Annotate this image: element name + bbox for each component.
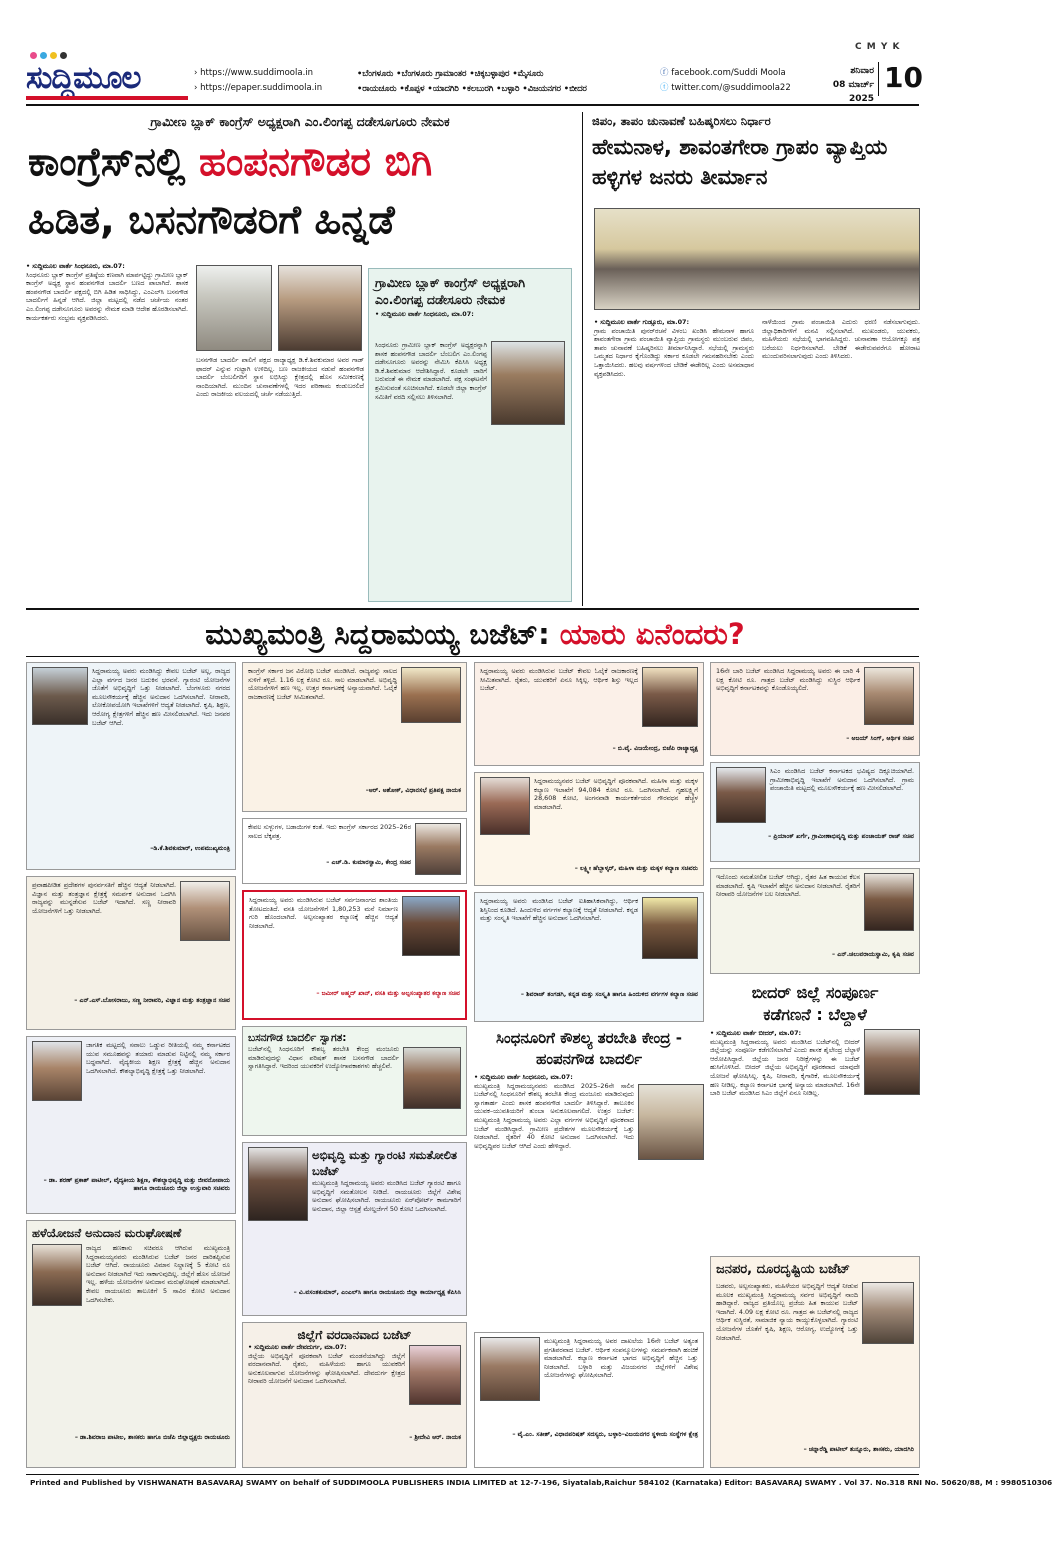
- hdk-quote: ಕೇವಲ ಸುಳ್ಳುಗಳ, ಬಡಾಯಿಗಳ ಕಂತೆ. ಇದು ಕಾಂಗ್ರೆಸ್ ಸರ್ಕಾರದ 2025–26ರ ಸಾಲದ ಲೆಕ್ಕಪತ್ರ.: [248, 823, 411, 840]
- reaction-dks: [26, 662, 236, 870]
- election-kicker: ಜಿಪಂ, ತಾಪಂ ಚುನಾವಣೆ ಬಹಿಷ್ಕರಿಸಲು ನಿರ್ಧಾರ: [592, 114, 771, 128]
- vijayendra-signature: – ಬಿ.ವೈ. ವಿಜಯೇಂದ್ರ, ಬಿಜೆಪಿ ರಾಜ್ಯಾಧ್ಯಕ್ಷ: [612, 745, 698, 752]
- reaction-guarantee: [242, 1142, 467, 1316]
- lingappa-photo: [196, 265, 272, 351]
- reaction-ajay: [710, 662, 920, 756]
- hampanagouda-photo: [638, 1084, 704, 1160]
- badarli-welcome: [242, 1026, 467, 1136]
- reaction-kharge: [710, 762, 920, 862]
- ajay-quote: 16ನೇ ಬಾರಿ ಬಜೆಟ್ ಮಂಡಿಸಿದ ಸಿದ್ದರಾಮಯ್ಯ ಅವರು ಈ ಬಾರಿ 4 ಲಕ್ಷ ಕೋಟಿ ರೂ. ಗಾತ್ರದ ಬಜೆಟ್ ಮಂಡಿಸಿದ್ದು ಸುಸ್ಥಿರ ಆರ್ಥಿಕ ಅಭಿವೃದ್ಧಿಗೆ ಕರ್ನಾಟಕವನ್ನು ಕೊಂಡೊಯ್ಯಲಿದೆ.: [716, 667, 860, 693]
- page-number: 10: [884, 61, 923, 94]
- edition-places: •ಬೆಂಗಳೂರು •ಬೆಂಗಳೂರು ಗ್ರಾಮಾಂತರ •ಚಿಕ್ಕಬಳ್ಳಾಪುರ •ಮೈಸೂರು •ರಾಯಚೂರು •ಕೊಪ್ಪಳ •ಯಾದಗಿರಿ •ಕಲಬುರಗಿ •ಬಳ್ಳಾರಿ •ವಿಜಯನಗರ •ಬೀದರ: [357, 68, 587, 93]
- guarantee-signature: – ವಿ.ವಸಂತಕುಮಾರ್, ಎಂಎಲ್‌ಸಿ ಹಾಗೂ ರಾಯಚೂರು ಜಿಲ್ಲಾ ಕಾರ್ಯಾಧ್ಯಕ್ಷ ಕೆಪಿಸಿಸಿ: [293, 1289, 461, 1296]
- dks-quote: ಸಿದ್ದರಾಮಯ್ಯ ಅವರು ಮಂಡಿಸಿದ್ದು ಕೇವಲ ಬಜೆಟ್ ಅಲ್ಲ, ರಾಜ್ಯದ ಎಲ್ಲಾ ವರ್ಗದ ಜನರ ಬದುಕಿನ ಭರವಸೆ. ಗ್ಯಾರಂಟಿ ಯೋಜನೆಗಳ ಜೊತೆಗೆ ಅಭಿವೃದ್ಧಿಗೆ ಒತ್ತು ನೀಡಲಾಗಿದೆ. ಬೆಂಗಳೂರು ನಗರದ ಮೂಲಸೌಕರ್ಯಕ್ಕೆ ಹೆಚ್ಚಿನ ಅನುದಾನ ಒದಗಿಸಲಾಗಿದೆ. ನೀರಾವರಿ, ಲೋಕೋಪಯೋಗಿ ಇಲಾಖೆಗಳಿಗೆ ಆದ್ಯತೆ ನೀಡಲಾಗಿದೆ. ಕೃಷಿ, ಶಿಕ್ಷಣ, ಆರೋಗ್ಯ ಕ್ಷೇತ್ರಗಳಿಗೆ ಹೆಚ್ಚಿನ ಹಣ ಮೀಸಲಿಡಲಾಗಿದೆ. ಇದು ಜನಪರ ಬಜೆಟ್ ಆಗಿದೆ.: [92, 667, 230, 727]
- website-link[interactable]: › https://www.suddimoola.in: [194, 68, 314, 78]
- lead-column-2: [196, 356, 364, 602]
- badarli-welcome-title: ಬಸನಗೌಡ ಬಾದರ್ಲಿ ಸ್ವಾಗತ:: [248, 1032, 347, 1044]
- cmyk-mark: C M Y K: [855, 42, 901, 52]
- janapara-title: ಜನಪರ, ದೂರದೃಷ್ಟಿಯ ಬಜೆಟ್: [716, 1262, 850, 1277]
- epaper-link[interactable]: › https://epaper.suddimoola.in: [194, 83, 323, 93]
- vijayendra-quote: ಸಿದ್ದರಾಮಯ್ಯ ಅವರು ಮಂಡಿಸಿರುವ ಬಜೆಟ್ ಕೇವಲ ಓಲೈಕೆ ರಾಜಕಾರಣಕ್ಕೆ ಸೀಮಿತವಾಗಿದೆ. ರೈತರು, ಯುವಕರಿಗೆ ಏನೂ ಸಿಕ್ಕಿಲ್ಲ. ಆರ್ಥಿಕ ಶಿಸ್ತು ಇಲ್ಲದ ಬಜೆಟ್.: [480, 667, 638, 693]
- channareddy-photo: [862, 1282, 914, 1344]
- twitter-icon: ⓣ: [660, 83, 669, 93]
- reaction-sharan: [26, 1036, 236, 1214]
- satish-quote: ಮುಖ್ಯಮಂತ್ರಿ ಸಿದ್ದರಾಮಯ್ಯ ಅವರ ದಾಖಲೆಯ 16ನೇ ಬಜೆಟ್ ಅತ್ಯಂತ ಪ್ರಗತಿಪರವಾದ ಬಜೆಟ್. ಆರ್ಥಿಕ ಸಂಪನ್ಮೂಲಗಳನ್ನು ಸಮರ್ಪಕವಾಗಿ ಹಂಚಿಕೆ ಮಾಡಲಾಗಿದೆ. ಕಲ್ಯಾಣ ಕರ್ನಾಟಕ ಭಾಗದ ಅಭಿವೃದ್ಧಿಗೆ ಹೆಚ್ಚಿನ ಒತ್ತು ನೀಡಲಾಗಿದೆ. ಬಳ್ಳಾರಿ ಮತ್ತು ವಿಜಯನಗರ ಜಿಲ್ಲೆಗಳಿಗೆ ವಿಶೇಷ ಯೋಜನೆಗಳನ್ನು ಘೋಷಿಸಲಾಗಿದೆ.: [544, 1337, 698, 1380]
- ajay-photo: [864, 667, 914, 725]
- lead-column-1: [26, 262, 188, 602]
- hdk-photo: [415, 823, 461, 875]
- reaction-chaluvaraya: [710, 868, 920, 974]
- bosaraju-signature: – ಎನ್.ಎಸ್.ಬೋಸರಾಜು, ಸಣ್ಣ ನೀರಾವರಿ, ವಿಜ್ಞಾನ ಮತ್ತು ತಂತ್ರಜ್ಞಾನ ಸಚಿವ: [74, 997, 230, 1004]
- election-body-1: ಗ್ರಾಮ ಪಂಚಾಯಿತಿ ಪುನರ್‌ರಚನೆ ವಿಳಂಬ ಖಂಡಿಸಿ ಹೇಮನಾಳ ಹಾಗೂ ಶಾವಂತಗೇರಾ ಗ್ರಾಮ ಪಂಚಾಯಿತಿ ವ್ಯಾಪ್ತಿಯ ಗ್ರಾಮಸ್ಥರು ಮುಂಬರುವ ಜಿಪಂ, ತಾಪಂ ಚುನಾವಣೆ ಬಹಿಷ್ಕರಿಸಲು ತೀರ್ಮಾನಿಸಿದ್ದಾರೆ. ಸಭೆಯಲ್ಲಿ ಗ್ರಾಮಸ್ಥರು ಒಮ್ಮತದ ನಿರ್ಧಾರ ಕೈಗೊಂಡಿದ್ದು ಸರ್ಕಾರ ಕೂಡಲೇ ಗಮನಹರಿಸಬೇಕು ಎಂದು ಒತ್ತಾಯಿಸಿದರು. ಹಲವು ವರ್ಷಗಳಿಂದ ಬೇಡಿಕೆ ಈಡೇರಿಲ್ಲ ಎಂದು ಅಸಮಾಧಾನ ವ್ಯಕ್ತಪಡಿಸಿದರು.: [594, 326, 754, 378]
- reaction-vijayendra: [474, 662, 704, 766]
- newspaper-logo: ಸುದ್ದಿಮೂಲ: [26, 60, 141, 96]
- chaluvaraya-quote: ಇದೊಂದು ಸಮತೋಲಿತ ಬಜೆಟ್ ಆಗಿದ್ದು, ರೈತರ ಹಿತ ಕಾಯುವ ಕೆಲಸ ಮಾಡಲಾಗಿದೆ. ಕೃಷಿ ಇಲಾಖೆಗೆ ಹೆಚ್ಚಿನ ಅನುದಾನ ನೀಡಲಾಗಿದೆ. ರೈತರಿಗೆ ನೀರಾವರಿ ಯೋಜನೆಗಳ ಬಲ ನೀಡಲಾಗಿದೆ.: [716, 873, 860, 899]
- skill-body: ಮುಖ್ಯಮಂತ್ರಿ ಸಿದ್ದರಾಮಯ್ಯನವರು ಮಂಡಿಸಿದ 2025–26ನೇ ಸಾಲಿನ ಬಜೆಟ್‌ನಲ್ಲಿ ಸಿಂಧನೂರಿಗೆ ಕೌಶಲ್ಯ ತರಬೇತಿ ಕೇಂದ್ರ ಮಂಜೂರು ಮಾಡಿರುವುದು ಸ್ವಾಗತಾರ್ಹ ಎಂದು ಶಾಸಕ ಹಂಪನಗೌಡ ಬಾದರ್ಲಿ ತಿಳಿಸಿದ್ದಾರೆ. ತಾಲೂಕಿನ ಯುವಕ–ಯುವತಿಯರಿಗೆ ತುಂಬಾ ಅನುಕೂಲವಾಗಲಿದೆ. ಉತ್ತರ ಬಜೆಟ್: ಮುಖ್ಯಮಂತ್ರಿ ಸಿದ್ದರಾಮಯ್ಯ ಅವರು ಎಲ್ಲಾ ವರ್ಗಗಳ ಅಭಿವೃದ್ಧಿಗೆ ಪೂರಕವಾದ ಬಜೆಟ್ ಮಂಡಿಸಿದ್ದಾರೆ. ಗ್ರಾಮೀಣ ಪ್ರದೇಶಗಳ ಮೂಲಸೌಕರ್ಯಕ್ಕೆ ಒತ್ತು ನೀಡಲಾಗಿದೆ. ರೈತರಿಗೆ 40 ಕೋಟಿ ಅನುದಾನ ಒದಗಿಸಲಾಗಿದೆ. ಇದು ಅಭಿವೃದ್ಧಿಪರ ಬಜೆಟ್ ಆಗಿದೆ ಎಂದು ಹೇಳಿದ್ದಾರೆ.: [474, 1081, 634, 1150]
- tangadagi-photo: [642, 897, 698, 959]
- masthead-rule: [26, 104, 919, 106]
- tangadagi-signature: – ಶಿವರಾಜ್ ತಂಗಡಗಿ, ಕನ್ನಡ ಮತ್ತು ಸಂಸ್ಕೃತಿ ಹಾಗೂ ಹಿಂದುಳಿದ ವರ್ಗಗಳ ಕಲ್ಯಾಣ ಸಚಿವ: [520, 991, 698, 998]
- lead-kicker: ಗ್ರಾಮೀಣ ಬ್ಲಾಕ್ ಕಾಂಗ್ರೆಸ್ ಅಧ್ಯಕ್ಷರಾಗಿ ಎಂ.ಲಿಂಗಪ್ಪ ದಡೇಸೂಗೂರು ನೇಮಕ: [150, 114, 450, 129]
- kharge-quote: ಸಿಎಂ ಮಂಡಿಸಿದ ಬಜೆಟ್ ಕರ್ನಾಟಕದ ಭವಿಷ್ಯದ ದಿಕ್ಸೂಚಿಯಾಗಿದೆ. ಗ್ರಾಮೀಣಾಭಿವೃದ್ಧಿ ಇಲಾಖೆಗೆ ಅನುದಾನ ಒದಗಿಸಲಾಗಿದೆ. ಗ್ರಾಮ ಪಂಚಾಯಿತಿ ಮಟ್ಟದಲ್ಲಿ ಮೂಲಸೌಕರ್ಯಕ್ಕೆ ಹಣ ಮೀಸಲಿಡಲಾಗಿದೆ.: [770, 767, 914, 793]
- reaction-tangadagi: [474, 892, 704, 1022]
- reaction-janapara: [710, 1256, 920, 1468]
- skill-dateline: • ಸುದ್ದಿಮೂಲ ವಾರ್ತೆ ಸಿಂಧನೂರು, ಮಾ.07:: [474, 1073, 573, 1081]
- reaction-ashok: [242, 662, 467, 812]
- lead-dateline: • ಸುದ್ದಿಮೂಲ ವಾರ್ತೆ ಸಿಂಧನೂರು, ಮಾ.07:: [26, 262, 125, 270]
- election-headline: ಹೇಮನಾಳ, ಶಾವಂತಗೇರಾ ಗ್ರಾಪಂ ವ್ಯಾಪ್ತಿಯ ಹಳ್ಳಿಗಳ ಜನರು ತೀರ್ಮಾನ: [592, 135, 888, 189]
- imprint-line: Printed and Published by VISHWANATH BASAVARAJ SWAMY on behalf of SUDDIMOOLA PUBLISHERS INDIA LIMITED at 12-7-196, Siyatalab,Raichur 584102 (Karnataka) Editor: BASAVARAJ SWAMY . Vol 37. No.318 RNI No. 50620/88, M : 9980510306: [30, 1478, 1052, 1487]
- bidar-title-2: ಕಡೆಗಣನೆ : ಬೆಲ್ದಾಳೆ: [763, 1005, 867, 1024]
- haleyolana-signature: – ಡಾ.ಶಿವರಾಜ ಪಾಟೀಲ, ಶಾಸಕರು ಹಾಗೂ ಬಿಜೆಪಿ ಜಿಲ್ಲಾಧ್ಯಕ್ಷರು ರಾಯಚೂರು: [74, 1434, 230, 1441]
- ajay-signature: – ಅಜಯ್ ಸಿಂಗ್, ಆರ್ಥಿಕ ಸಚಿವ: [846, 735, 914, 742]
- social-links: [660, 66, 791, 96]
- reaction-hebbalkar: [474, 772, 704, 886]
- chaluvaraya-signature: – ಎನ್.ಚಲುವರಾಯಸ್ವಾಮಿ, ಕೃಷಿ ಸಚಿವ: [832, 951, 914, 958]
- facebook-link[interactable]: ⓕ facebook.com/Suddi Moola: [660, 68, 786, 78]
- shivaraj-patil-photo: [32, 1244, 82, 1306]
- bosaraju-quote: ಪ್ರವಾಹಪೀಡಿತ ಪ್ರದೇಶಗಳ ಪುನರ್ವಸತಿಗೆ ಹೆಚ್ಚಿನ ಆದ್ಯತೆ ನೀಡಲಾಗಿದೆ. ವಿಜ್ಞಾನ ಮತ್ತು ತಂತ್ರಜ್ಞಾನ ಕ್ಷೇತ್ರಕ್ಕೆ ಸಮರ್ಪಕ ಅನುದಾನ ಒದಗಿಸಿ ರಾಜ್ಯವನ್ನು ಮುನ್ನಡೆಸುವ ಬಜೆಟ್ ಇದಾಗಿದೆ. ಸಣ್ಣ ನೀರಾವರಿ ಯೋಜನೆಗಳಿಗೆ ಒತ್ತು ನೀಡಲಾಗಿದೆ.: [32, 881, 176, 915]
- kharge-signature: – ಪ್ರಿಯಾಂಕ್ ಖರ್ಗೆ, ಗ್ರಾಮೀಣಾಭಿವೃದ್ಧಿ ಮತ್ತು ಪಂಚಾಯತ್ ರಾಜ್ ಸಚಿವ: [768, 833, 914, 840]
- ashok-quote: ಕಾಂಗ್ರೆಸ್ ಸರ್ಕಾರ ಜನ ವಿರೋಧಿ ಬಜೆಟ್ ಮಂಡಿಸಿದೆ. ರಾಜ್ಯವನ್ನು ಸಾಲದ ಸುಳಿಗೆ ತಳ್ಳಿದೆ. 1.16 ಲಕ್ಷ ಕೋಟಿ ರೂ. ಸಾಲ ಮಾಡಲಾಗಿದೆ. ಅಭಿವೃದ್ಧಿ ಯೋಜನೆಗಳಿಗೆ ಹಣ ಇಲ್ಲ. ಉತ್ತರ ಕರ್ನಾಟಕಕ್ಕೆ ಅನ್ಯಾಯವಾಗಿದೆ. ಓಲೈಕೆ ರಾಜಕಾರಣಕ್ಕೆ ಬಜೆಟ್ ಸೀಮಿತವಾಗಿದೆ.: [248, 667, 397, 701]
- guarantee-quote: ಮುಖ್ಯಮಂತ್ರಿ ಸಿದ್ದರಾಮಯ್ಯ ಅವರು ಮಂಡಿಸಿದ ಬಜೆಟ್ ಗ್ಯಾರಂಟಿ ಹಾಗೂ ಅಭಿವೃದ್ಧಿಗೆ ಸಮತೋಲನ ನೀಡಿದೆ. ರಾಯಚೂರು ಜಿಲ್ಲೆಗೆ ವಿಶೇಷ ಅನುದಾನ ಘೋಷಿಸಲಾಗಿದೆ. ರಾಯಚೂರು ಏರ್‌ಪೋರ್ಟ್ ಕಾಮಗಾರಿಗೆ ಅನುದಾನ, ಜಿಲ್ಲಾ ಆಸ್ಪತ್ರೆ ಮೇಲ್ದರ್ಜೆಗೆ 50 ಕೋಟಿ ಒದಗಿಸಲಾಗಿದೆ.: [312, 1179, 461, 1213]
- zameer-quote: ಸಿದ್ದರಾಮಯ್ಯ ಅವರು ಮಂಡಿಸಿರುವ ಬಜೆಟ್ ಸರ್ವಜನಾಂಗದ ಶಾಂತಿಯ ತೋಟದಂತಿದೆ. ವಸತಿ ಯೋಜನೆಗಳಿಗೆ 1,80,253 ಮನೆ ನಿರ್ಮಾಣ ಗುರಿ ಹೊಂದಲಾಗಿದೆ. ಅಲ್ಪಸಂಖ್ಯಾತರ ಕಲ್ಯಾಣಕ್ಕೆ ಹೆಚ್ಚಿನ ಆದ್ಯತೆ ನೀಡಲಾಗಿದೆ.: [249, 896, 398, 930]
- reaction-bosaraju: [26, 876, 236, 1030]
- bidar-story: [710, 982, 920, 1248]
- satish-signature: – ವೈ.ಎಂ. ಸತೀಶ್, ವಿಧಾನಪರಿಷತ್ ಸದಸ್ಯರು, ಬಳ್ಳಾರಿ–ವಿಜಯನಗರ ಸ್ಥಳೀಯ ಸಂಸ್ಥೆಗಳ ಕ್ಷೇತ್ರ: [512, 1431, 698, 1438]
- skill-title: ಸಿಂಧನೂರಿಗೆ ಕೌಶಲ್ಯ ತರಬೇತಿ ಕೇಂದ್ರ - ಹಂಪನಗೌಡ ಬಾದರ್ಲಿ: [496, 1029, 682, 1068]
- bidar-dateline: • ಸುದ್ದಿಮೂಲ ವಾರ್ತೆ ಬೀದರ್, ಮಾ.07:: [710, 1029, 802, 1037]
- hebbalkar-photo: [480, 777, 530, 835]
- twitter-link[interactable]: ⓣ twitter.com/@suddimoola22: [660, 83, 791, 93]
- reaction-haleyolana: [26, 1220, 236, 1468]
- satish-photo: [480, 1337, 540, 1401]
- dks-photo: [32, 667, 88, 725]
- budget-banner: ಮುಖ್ಯಮಂತ್ರಿ ಸಿದ್ದರಾಮಯ್ಯ ಬಜೆಟ್: ಯಾರು ಏನೆಂದರು?: [205, 617, 745, 651]
- sridevi-photo: [409, 1345, 461, 1405]
- ashok-photo: [401, 667, 461, 723]
- appointment-body: ಸಿಂಧನೂರು ಗ್ರಾಮೀಣ ಬ್ಲಾಕ್ ಕಾಂಗ್ರೆಸ್ ಅಧ್ಯಕ್ಷರನ್ನಾಗಿ ಶಾಸಕ ಹಂಪನಗೌಡ ಬಾದರ್ಲಿ ಬೆಂಬಲಿಗ ಎಂ.ಲಿಂಗಪ್ಪ ದಡೇಸೂಗೂರು ಅವರನ್ನು ನೇಮಿಸಿ ಕೆಪಿಸಿಸಿ ಅಧ್ಯಕ್ಷ ಡಿ.ಕೆ.ಶಿವಕುಮಾರ ಆದೇಶಿಸಿದ್ದಾರೆ. ಕೂಡಲೇ ಜಾರಿಗೆ ಬರುವಂತೆ ಈ ನೇಮಕ ಮಾಡಲಾಗಿದೆ. ಪಕ್ಷ ಸಂಘಟನೆಗೆ ಶ್ರಮಿಸುವಂತೆ ಸೂಚಿಸಲಾಗಿದೆ. ಕೂಡಲೇ ಜಿಲ್ಲಾ ಕಾಂಗ್ರೆಸ್ ಸಮಿತಿಗೆ ವರದಿ ಸಲ್ಲಿಸಲು ತಿಳಿಸಲಾಗಿದೆ.: [375, 341, 487, 401]
- basanagouda-photo: [278, 265, 362, 351]
- issue-date: ಶನಿವಾರ 08 ಮಾರ್ಚ್ 2025: [832, 66, 874, 104]
- reaction-satish: [474, 1332, 704, 1468]
- election-body-2: ನಾಳೆಯಿಂದ ಗ್ರಾಮ ಪಂಚಾಯಿತಿ ಎದುರು ಧರಣಿ ನಡೆಸಲಾಗುವುದು. ಜಿಲ್ಲಾಧಿಕಾರಿಗಳಿಗೆ ಮನವಿ ಸಲ್ಲಿಸಲಾಗಿದೆ. ಮುಖಂಡರು, ಯುವಕರು, ಮಹಿಳೆಯರು ಸಭೆಯಲ್ಲಿ ಭಾಗವಹಿಸಿದ್ದರು. ಚುನಾವಣಾ ಆಯೋಗಕ್ಕೂ ಪತ್ರ ಬರೆಯಲು ನಿರ್ಧರಿಸಲಾಗಿದೆ. ಬೇಡಿಕೆ ಈಡೇರುವವರೆಗೂ ಹೋರಾಟ ಮುಂದುವರಿಸಲಾಗುವುದು ಎಂದು ತಿಳಿಸಿದರು.: [762, 318, 920, 361]
- election-dateline: • ಸುದ್ದಿಮೂಲ ವಾರ್ತೆ ಗುಡ್ಸೂರು, ಮಾ.07:: [594, 318, 690, 326]
- facebook-icon: ⓕ: [660, 68, 669, 78]
- basanagouda-badarli-photo: [403, 1047, 461, 1109]
- dks-signature: –ಡಿ.ಕೆ.ಶಿವಕುಮಾರ್, ಉಪಮುಖ್ಯಮಂತ್ರಿ: [150, 845, 230, 852]
- lead-body-1: ಸಿಂಧನೂರು ಬ್ಲಾಕ್ ಕಾಂಗ್ರೆಸ್ ಪ್ರತಿಷ್ಠೆಯ ಕಣವಾಗಿ ಮಾರ್ಪಟ್ಟಿದ್ದು ಗ್ರಾಮೀಣ ಬ್ಲಾಕ್ ಕಾಂಗ್ರೆಸ್ ಅಧ್ಯಕ್ಷ ಸ್ಥಾನ ಹಂಪನಗೌಡ ಬಾದರ್ಲಿ ಬಣದ ಪಾಲಾಗಿದೆ. ಶಾಸಕ ಹಂಪನಗೌಡ ಬಾದರ್ಲಿ ಪಕ್ಷದಲ್ಲಿ ಬಿಗಿ ಹಿಡಿತ ಸಾಧಿಸಿದ್ದು, ಎಂಎಲ್‌ಸಿ ಬಸನಗೌಡ ಬಾದರ್ಲಿಗೆ ಹಿನ್ನಡೆ ಆಗಿದೆ. ಜಿಲ್ಲಾ ಮಟ್ಟದಲ್ಲಿ ನಡೆದ ಚರ್ಚೆಯ ನಂತರ ಎಂ.ಲಿಂಗಪ್ಪ ದಡೇಸೂಗೂರು ಅವರನ್ನು ನೇಮಕ ಮಾಡಿ ಆದೇಶ ಹೊರಡಿಸಲಾಗಿದೆ. ಕಾರ್ಯಕರ್ತರು ಸಂಭ್ರಮ ವ್ಯಕ್ತಪಡಿಸಿದರು.: [26, 270, 188, 322]
- chaluvaraya-photo: [864, 873, 914, 931]
- varadana-dateline: • ಸುದ್ದಿಮೂಲ ವಾರ್ತೆ ದೇವದುರ್ಗ, ಮಾ.07:: [248, 1343, 347, 1351]
- reaction-zameer: [242, 890, 467, 1020]
- skill-centre-story: [474, 1028, 704, 1326]
- zameer-signature: – ಜಮೀರ್ ಅಹ್ಮದ್ ಖಾನ್, ವಸತಿ ಮತ್ತು ಅಲ್ಪಸಂಖ್ಯಾತರ ಕಲ್ಯಾಣ ಸಚಿವ: [316, 990, 460, 997]
- hdk-signature: – ಎಚ್.ಡಿ. ಕುಮಾರಸ್ವಾಮಿ, ಕೇಂದ್ರ ಸಚಿವ: [326, 859, 411, 866]
- lead-body-2: ಬಸನಗೌಡ ಬಾದರ್ಲಿ ಪಾಲಿಗೆ ಪಕ್ಷದ ರಾಜ್ಯಾಧ್ಯಕ್ಷ ಡಿ.ಕೆ.ಶಿವಕುಮಾರ ಅವರ ಗಾಡ್ ಫಾದರ್ ಎನ್ನುವ ಗುಟ್ಟಾಗಿ ಉಳಿದಿಲ್ಲ. ಬಣ ರಾಜಕೀಯದ ನಡುವೆ ಹಂಪನಗೌಡ ಬಾದರ್ಲಿ ಬೆಂಬಲಿಗರಿಗೆ ಸ್ಥಾನ ಲಭಿಸಿದ್ದು ಕ್ಷೇತ್ರದಲ್ಲಿ ಹೊಸ ಸಮೀಕರಣಕ್ಕೆ ನಾಂದಿಯಾಗಿದೆ. ಮುಂದಿನ ಚುನಾವಣೆಗಳಲ್ಲಿ ಇದರ ಪರಿಣಾಮ ಕಂಡುಬರಲಿದೆ ಎಂದು ರಾಜಕೀಯ ವಲಯದಲ್ಲಿ ಚರ್ಚೆ ನಡೆಯುತ್ತಿದೆ.: [196, 356, 364, 399]
- villagers-photo: [594, 208, 920, 310]
- reaction-hdk: [242, 818, 467, 884]
- lead-headline-line2: ಹಿಡಿತ, ಬಸನಗೌಡರಿಗೆ ಹಿನ್ನಡೆ: [28, 198, 395, 243]
- haleyolana-quote: ರಾಜ್ಯದ ಹಣಕಾಸು ಸಚಿವರೂ ಆಗಿರುವ ಮುಖ್ಯಮಂತ್ರಿ ಸಿದ್ದರಾಮಯ್ಯನವರು ಮಂಡಿಸಿರುವ ಬಜೆಟ್ ಜನರ ದಾರಿತಪ್ಪಿಸುವ ಬಜೆಟ್ ಆಗಿದೆ. ರಾಯಚೂರು ವಿಮಾನ ನಿಲ್ದಾಣಕ್ಕೆ 5 ಕೋಟಿ ರೂ ಅನುದಾನ ನೀಡಲಾಗಿದೆ ಇದು ಸಾಕಾಗುವುದಿಲ್ಲ. ಜಿಲ್ಲೆಗೆ ಹೊಸ ಯೋಜನೆ ಇಲ್ಲ. ಹಳೆಯ ಯೋಜನೆಗಳ ಅನುದಾನ ಮರುಘೋಷಣೆ ಮಾಡಲಾಗಿದೆ. ಕೇವಲ ರಾಯಚೂರು ತಾಲೂಕಿಗೆ 5 ಸಾವಿರ ಕೋಟಿ ಅನುದಾನ ಒದಗಿಸಬೇಕು.: [86, 1244, 230, 1304]
- vasanthkumar-photo: [248, 1147, 308, 1221]
- guarantee-title: ಅಭಿವೃದ್ಧಿ ಮತ್ತು ಗ್ಯಾರಂಟಿ ಸಮತೋಲಿತ ಬಜೆಟ್: [312, 1148, 458, 1178]
- sharan-signature: – ಡಾ. ಶರಣ್ ಪ್ರಕಾಶ್ ಪಾಟೀಲ್, ವೈದ್ಯಕೀಯ ಶಿಕ್ಷಣ, ಕೌಶಲ್ಯಾಭಿವೃದ್ಧಿ ಮತ್ತು ಜೀವನೋಪಾಯ ಹಾಗೂ ರಾಯಚೂರು ಜಿಲ್ಲಾ ಉಸ್ತುವಾರಿ ಸಚಿವರು: [43, 1177, 230, 1192]
- ashok-signature: –ಆರ್. ಅಶೋಕ್, ವಿಧಾನಸಭೆ ಪ್ರತಿಪಕ್ಷ ನಾಯಕ: [365, 787, 461, 794]
- website-links: [194, 66, 322, 96]
- appointment-dateline: • ಸುದ್ದಿಮೂಲ ವಾರ್ತೆ ಸಿಂಧನೂರು, ಮಾ.07:: [375, 310, 474, 318]
- janapara-quote: ಬಡವರು, ಅಲ್ಪಸಂಖ್ಯಾತರು, ಮಹಿಳೆಯರ ಅಭಿವೃದ್ಧಿಗೆ ಆದ್ಯತೆ ನೀಡುವ ಮೂಲಕ ಮುಖ್ಯಮಂತ್ರಿ ಸಿದ್ದರಾಮಯ್ಯ ಸರ್ವರ ಅಭಿವೃದ್ಧಿಗೆ ನಾಂದಿ ಹಾಡಿದ್ದಾರೆ. ರಾಜ್ಯದ ಪ್ರತಿಯೊಬ್ಬ ಪ್ರಜೆಯ ಹಿತ ಕಾಯುವ ಬಜೆಟ್ ಇದಾಗಿದೆ. 4.09 ಲಕ್ಷ ಕೋಟಿ ರೂ. ಗಾತ್ರದ ಈ ಬಜೆಟ್‌ನಲ್ಲಿ ರಾಜ್ಯದ ಆರ್ಥಿಕ ಸುಸ್ಥಿರತೆ, ಸಾಮಾಜಿಕ ನ್ಯಾಯ ಕಾಯ್ದುಕೊಳ್ಳಲಾಗಿದೆ. ಗ್ಯಾರಂಟಿ ಯೋಜನೆಗಳ ಜೊತೆಗೆ ಕೃಷಿ, ಶಿಕ್ಷಣ, ಆರೋಗ್ಯ, ಉದ್ಯೋಗಕ್ಕೆ ಒತ್ತು ನೀಡಲಾಗಿದೆ.: [716, 1282, 858, 1342]
- bidar-body: ಮುಖ್ಯಮಂತ್ರಿ ಸಿದ್ದರಾಮಯ್ಯ ಅವರು ಮಂಡಿಸಿದ ಬಜೆಟ್‌ನಲ್ಲಿ ಬೀದರ್ ಜಿಲ್ಲೆಯನ್ನು ಸಂಪೂರ್ಣ ಕಡೆಗಣಿಸಲಾಗಿದೆ ಎಂದು ಶಾಸಕ ಶೈಲೇಂದ್ರ ಬೆಲ್ದಾಳೆ ಆರೋಪಿಸಿದ್ದಾರೆ. ಜಿಲ್ಲೆಯ ಜನರ ನಿರೀಕ್ಷೆಗಳನ್ನು ಈ ಬಜೆಟ್ ಹುಸಿಗೊಳಿಸಿದೆ. ಬೀದರ್ ಜಿಲ್ಲೆಯ ಅಭಿವೃದ್ಧಿಗೆ ಪೂರಕವಾದ ಯಾವುದೇ ಯೋಜನೆ ಘೋಷಿಸಿಲ್ಲ. ಕೃಷಿ, ನೀರಾವರಿ, ಕೈಗಾರಿಕೆ, ಮೂಲಸೌಕರ್ಯಕ್ಕೆ ಹಣ ನೀಡಿಲ್ಲ. ಕಲ್ಯಾಣ ಕರ್ನಾಟಕ ಭಾಗಕ್ಕೆ ಅನ್ಯಾಯ ಮಾಡಲಾಗಿದೆ. 16ನೇ ಬಾರಿ ಬಜೆಟ್ ಮಂಡಿಸಿದ ಸಿಎಂ ಜಿಲ್ಲೆಗೆ ಏನೂ ನೀಡಿಲ್ಲ.: [710, 1037, 860, 1098]
- haleyolana-title: ಹಳೆಯೋಜನೆ ಅನುದಾನ ಮರುಘೋಷಣೆ: [32, 1226, 182, 1240]
- kharge-photo: [716, 767, 766, 823]
- vijayendra-photo: [642, 667, 698, 727]
- appointment-box: [368, 268, 572, 602]
- zameer-photo: [402, 896, 460, 956]
- badarli-welcome-body: ಬಜೆಟ್‌ನಲ್ಲಿ ಸಿಂಧನೂರಿಗೆ ಕೌಶಲ್ಯ ತರಬೇತಿ ಕೇಂದ್ರ ಮಂಜೂರು ಮಾಡಿರುವುದನ್ನು ವಿಧಾನ ಪರಿಷತ್ ಶಾಸಕ ಬಸನಗೌಡ ಬಾದರ್ಲಿ ಸ್ವಾಗತಿಸಿದ್ದಾರೆ. ಇದರಿಂದ ಯುವಕರಿಗೆ ಉದ್ಯೋಗಾವಕಾಶಗಳು ಹೆಚ್ಚಲಿವೆ.: [248, 1045, 399, 1071]
- janapara-signature: – ಚನ್ನಾರೆಡ್ಡಿ ಪಾಟೀಲ್ ತುನ್ನೂರು, ಶಾಸಕರು, ಯಾದಗಿರಿ: [803, 1446, 914, 1453]
- hebbalkar-quote: ಸಿದ್ದರಾಮಯ್ಯನವರ ಬಜೆಟ್ ಅಭಿವೃದ್ಧಿಗೆ ಪೂರಕವಾಗಿದೆ. ಮಹಿಳಾ ಮತ್ತು ಮಕ್ಕಳ ಕಲ್ಯಾಣ ಇಲಾಖೆಗೆ 94,084 ಕೋಟಿ ರೂ. ಒದಗಿಸಲಾಗಿದೆ. ಗೃಹಲಕ್ಷ್ಮಿಗೆ 28,608 ಕೋಟಿ, ಅಂಗನವಾಡಿ ಕಾರ್ಯಕರ್ತೆಯರ ಗೌರವಧನ ಹೆಚ್ಚಳ ಮಾಡಲಾಗಿದೆ.: [534, 777, 698, 811]
- sharan-photo: [32, 1041, 82, 1101]
- appointment-title: ಗ್ರಾಮೀಣ ಬ್ಲಾಕ್ ಕಾಂಗ್ರೆಸ್ ಅಧ್ಯಕ್ಷರಾಗಿ ಎಂ.ಲಿಂಗಪ್ಪ ದಡೇಸೂರು ನೇಮಕ: [375, 275, 526, 307]
- varadana-title: ಜಿಲ್ಲೆಗೆ ವರದಾನವಾದ ಬಜೆಟ್: [297, 1328, 412, 1342]
- logo-underline: [26, 96, 188, 100]
- beldale-photo: [864, 1029, 920, 1095]
- reaction-varadana: [242, 1322, 467, 1468]
- hebbalkar-signature: – ಲಕ್ಷ್ಮೀ ಹೆಬ್ಬಾಳ್ಕರ್, ಮಹಿಳಾ ಮತ್ತು ಮಕ್ಕಳ ಕಲ್ಯಾಣ ಸಚಿವರು: [574, 865, 698, 872]
- varadana-quote: ಜಿಲ್ಲೆಯ ಅಭಿವೃದ್ಧಿಗೆ ಪೂರಕವಾಗಿ ಬಜೆಟ್ ಮಂಡನೆಯಾಗಿದ್ದು ಜಿಲ್ಲೆಗೆ ವರದಾನವಾಗಿದೆ. ರೈತರು, ಮಹಿಳೆಯರು ಹಾಗೂ ಯುವಕರಿಗೆ ಅನುಕೂಲವಾಗುವ ಯೋಜನೆಗಳನ್ನು ಘೋಷಿಸಲಾಗಿದೆ. ದೇವದುರ್ಗ ಕ್ಷೇತ್ರದ ನೀರಾವರಿ ಯೋಜನೆಗೆ ಅನುದಾನ ಒದಗಿಸಲಾಗಿದೆ.: [248, 1351, 405, 1386]
- bidar-title-1: ಬೀದರ್ ಜಿಲ್ಲೆ ಸಂಪೂರ್ಣ: [751, 983, 879, 1002]
- lead-headline-line1: ಕಾಂಗ್ರೆಸ್‌ನಲ್ಲಿ ಹಂಪನಗೌಡರ ಬಿಗಿ: [28, 140, 433, 185]
- election-column-2: [762, 318, 920, 604]
- election-column-1: [594, 318, 754, 604]
- bosaraju-photo: [180, 881, 230, 941]
- sharan-quote: ಜಾಗತಿಕ ಮಟ್ಟದಲ್ಲಿ ಸವಾಲು ಒಡ್ಡುವ ರೀತಿಯಲ್ಲಿ ನಮ್ಮ ಕರ್ನಾಟಕದ ಯುವ ಸಮೂಹವನ್ನು ತಯಾರು ಮಾಡುವ ನಿಟ್ಟಿನಲ್ಲಿ ನಮ್ಮ ಸರ್ಕಾರ ಬದ್ಧವಾಗಿದೆ. ವೈದ್ಯಕೀಯ ಶಿಕ್ಷಣ ಕ್ಷೇತ್ರಕ್ಕೆ ಹೆಚ್ಚಿನ ಅನುದಾನ ಒದಗಿಸಲಾಗಿದೆ. ಕೌಶಲ್ಯಾಭಿವೃದ್ಧಿ ಕ್ಷೇತ್ರಕ್ಕೆ ಒತ್ತು ನೀಡಲಾಗಿದೆ.: [86, 1041, 230, 1075]
- appointee-photo: [491, 341, 565, 425]
- tangadagi-quote: ಸಿದ್ದರಾಮಯ್ಯ ಅವರು ಮಂಡಿಸಿದ ಬಜೆಟ್ ಐತಿಹಾಸಿಕವಾಗಿದ್ದು, ಆರ್ಥಿಕ ಶಿಸ್ತಿನಿಂದ ಕೂಡಿದೆ. ಹಿಂದುಳಿದ ವರ್ಗಗಳ ಕಲ್ಯಾಣಕ್ಕೆ ಆದ್ಯತೆ ನೀಡಲಾಗಿದೆ. ಕನ್ನಡ ಮತ್ತು ಸಂಸ್ಕೃತಿ ಇಲಾಖೆಗೆ ಹೆಚ್ಚಿನ ಅನುದಾನ ಒದಗಿಸಲಾಗಿದೆ.: [480, 897, 638, 923]
- varadana-signature: – ಶ್ರೀದೇವಿ ಆರ್. ನಾಯಕ: [409, 1433, 461, 1441]
